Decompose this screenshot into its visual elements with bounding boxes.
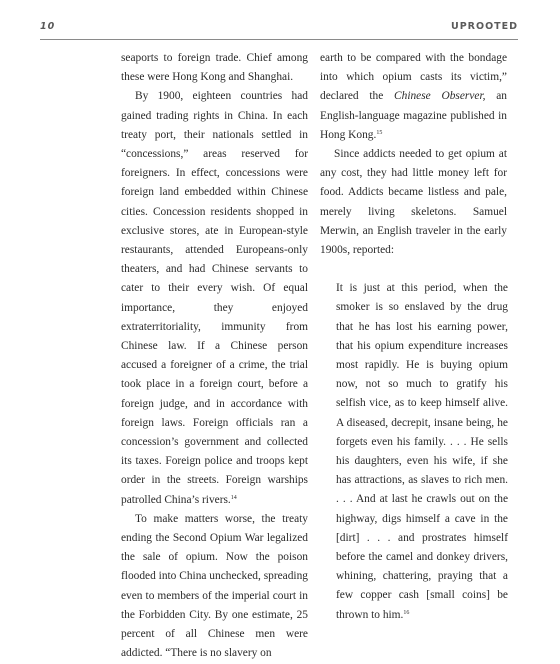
footnote-marker: 14 [230,494,237,501]
running-head-title: UPROOTED [451,21,518,32]
block-quote [336,279,508,625]
left-column [121,49,308,664]
header-rule [40,39,518,40]
publication-title: Chinese Observer, [394,90,486,103]
paragraph: Since addicts needed to get opium at any cost, they had little money left for food. Addicts became listless and pale, merely living skeletons. Samuel Merwin, an English traveler in the early 1900s, reported: [320,148,507,257]
paragraph: seaports to foreign trade. Chief among these were Hong Kong and Shanghai. [121,52,308,84]
paragraph [320,49,507,145]
paragraph [121,87,308,509]
running-header [40,21,518,35]
quote-paragraph [336,279,508,625]
footnote-marker: 15 [376,129,383,136]
page-number: 10 [40,21,56,32]
paragraph-text: By 1900, eighteen countries had gained trading rights in China. In each treaty port, their nationals settled in “concessions,” areas reserved for foreigners. In effect, concessions were foreign land embedded within Chinese cities. Concession residents shopped in exclusive stores, ate in European-style restaurants, attended Europeans-only theaters, and had Chinese servants to cater to their every wish. Of equal importance, they enjoyed extraterritoriality, immunity from Chinese law. If a Chinese person accused a foreigner of a crime, the trial took place in a foreign court, before a foreign judge, and in accordance with foreign laws. Foreign officials ran a concession’s government and collected its taxes. Foreign police and troops kept order in the streets. Foreign warships patrolled China’s rivers. [121,90,308,506]
right-column [320,49,507,625]
paragraph-text: an English-language magazine published in Hong Kong. [320,90,507,141]
quote-text: It is just at this period, when the smoker is so enslaved by the drug that he has lost his earning power, that his opium expenditure increases most rapidly. He is buying opium now, not so much to gratify his selfish vice, as to keep himself alive. A diseased, decrepit, insane being, he forgets even his family. . . . He sells his daughters, even his wife, if she has attractions, as slaves to rich men. . . . And at last he crawls out on the highway, digs himself a cave in the [dirt] . . . and prostrates himself before the camel and donkey drivers, whining, chattering, praying that a few copper cash [small coins] be thrown to him. [336,282,508,621]
paragraph-text: earth to be compared with the bondage into which opium casts its victim,” declared the [320,52,507,103]
footnote-marker: 16 [403,609,410,616]
paragraph: To make matters worse, the treaty ending the Second Opium War legalized the sale of opium. Now the poison flooded into China unchecked, spreading even to members of the imperial court in the Forbidden City. By one estimate, 25 percent of all Chinese men were addicted. “There is no slavery on [121,512,308,660]
